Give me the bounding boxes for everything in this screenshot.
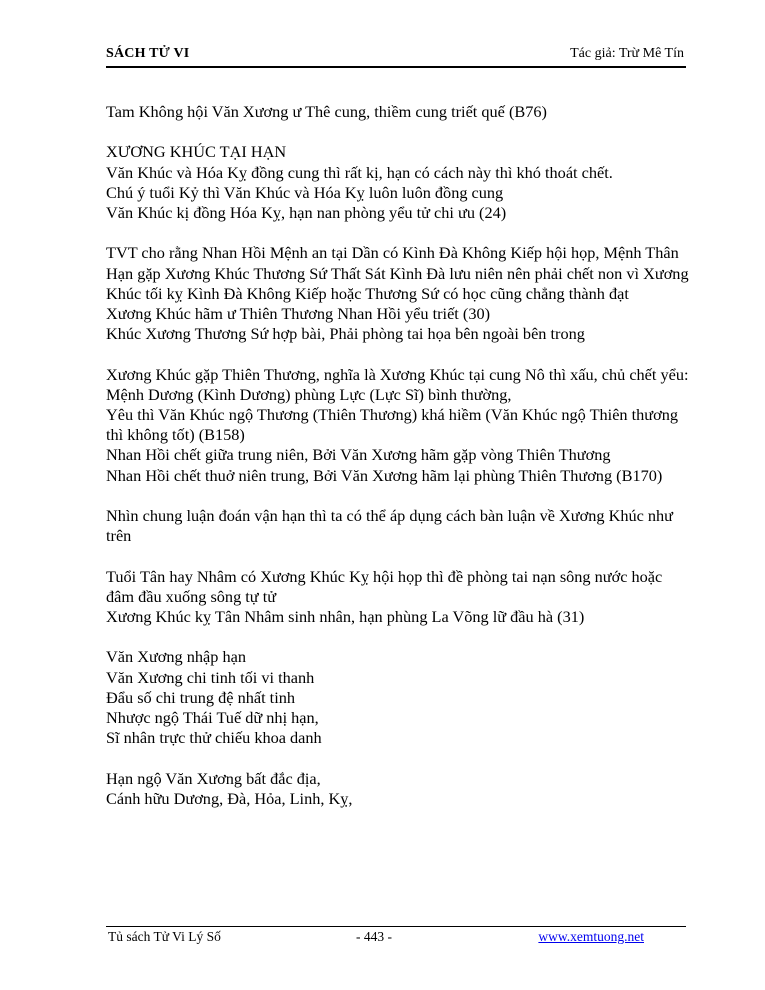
text-line: Yêu thì Văn Khúc ngộ Thương (Thiên Thương) khá hiềm (Văn Khúc ngộ Thiên thương thì không tốt) (B158) [106,405,679,445]
paragraph [106,647,691,748]
paragraph [106,567,691,628]
text-line: Nhan Hồi chết giữa trung niên, Bởi Văn Xương hãm gặp vòng Thiên Thương [106,445,611,465]
paragraph [106,243,691,344]
text-line: XƯƠNG KHÚC TẠI HẠN [106,142,287,162]
text-line: Khúc Xương Thương Sứ hợp bài, Phải phòng tai họa bên ngoài bên trong [106,324,585,344]
page-footer [106,929,686,947]
text-line: TVT cho rằng Nhan Hồi Mệnh an tại Dần có Kình Đà Không Kiếp hội họp, Mệnh Thân Hạn gặp Xương Khúc Thương Sứ Thất Sát Kình Đà lưu niên nên phải chết non vì Xương Khúc tối kỵ Kình Đà Không Kiếp hoặc Thương Sứ có học cũng chẳng thành đạt [106,243,689,303]
paragraph [106,142,691,223]
footer-divider [106,926,686,927]
page-header [106,46,686,66]
text-line: Tam Không hội Văn Xương ư Thê cung, thiềm cung triết quế (B76) [106,102,547,121]
series-name: Tủ sách Tử Vi Lý Số [108,929,221,944]
text-line: Xương Khúc hãm ư Thiên Thương Nhan Hồi yểu triết (30) [106,304,491,323]
text-line: Chú ý tuổi Kỷ thì Văn Khúc và Hóa Kỵ luôn luôn đồng cung [106,182,504,202]
text-line: Văn Xương chi tinh tối vi thanh [106,667,315,687]
paragraph [106,769,691,809]
author-label: Tác giả: Trừ Mê Tín [570,46,684,61]
text-line: Xương Khúc gặp Thiên Thương, nghĩa là Xương Khúc tại cung Nô thì xấu, chủ chết yểu: [106,364,689,384]
text-line: Sĩ nhân trực thử chiếu khoa danh [106,728,322,748]
paragraph [106,102,691,122]
page-number: - 443 - [356,929,392,944]
text-line: Văn Xương nhập hạn [106,647,246,667]
text-line: Tuổi Tân hay Nhâm có Xương Khúc Kỵ hội họp thì đề phòng tai nạn sông nước hoặc đâm đầu xuống sông tự tử [106,566,663,606]
text-line: Đẩu số chi trung đệ nhất tinh [106,687,296,707]
header-divider [106,66,686,68]
text-line: Xương Khúc kỵ Tân Nhâm sinh nhân, hạn phùng La Võng lữ đầu hà (31) [106,607,585,626]
text-line: Nhìn chung luận đoán vận hạn thì ta có thể áp dụng cách bàn luận về Xương Khúc như trên [106,506,674,546]
book-title: SÁCH TỬ VI [106,46,190,61]
text-line: Văn Khúc và Hóa Kỵ đồng cung thì rất kị, hạn có cách này thì khó thoát chết. [106,162,613,182]
text-line: Nhan Hồi chết thuở niên trung, Bởi Văn Xương hãm lại phùng Thiên Thương (B170) [106,465,663,485]
text-line: Văn Khúc kị đồng Hóa Kỵ, hạn nan phòng yểu tử chi ưu (24) [106,203,507,222]
paragraph [106,365,691,486]
document-body [106,102,691,829]
website-link[interactable]: www.xemtuong.net [538,929,644,944]
text-line: Cánh hữu Dương, Đà, Hỏa, Linh, Kỵ, [106,788,353,808]
text-line: Hạn ngộ Văn Xương bất đắc địa, [106,768,321,788]
paragraph [106,506,691,546]
text-line: Nhược ngộ Thái Tuế dữ nhị hạn, [106,708,319,727]
text-line: Mệnh Dương (Kình Dương) phùng Lực (Lực Sĩ) bình thường, [106,384,512,404]
